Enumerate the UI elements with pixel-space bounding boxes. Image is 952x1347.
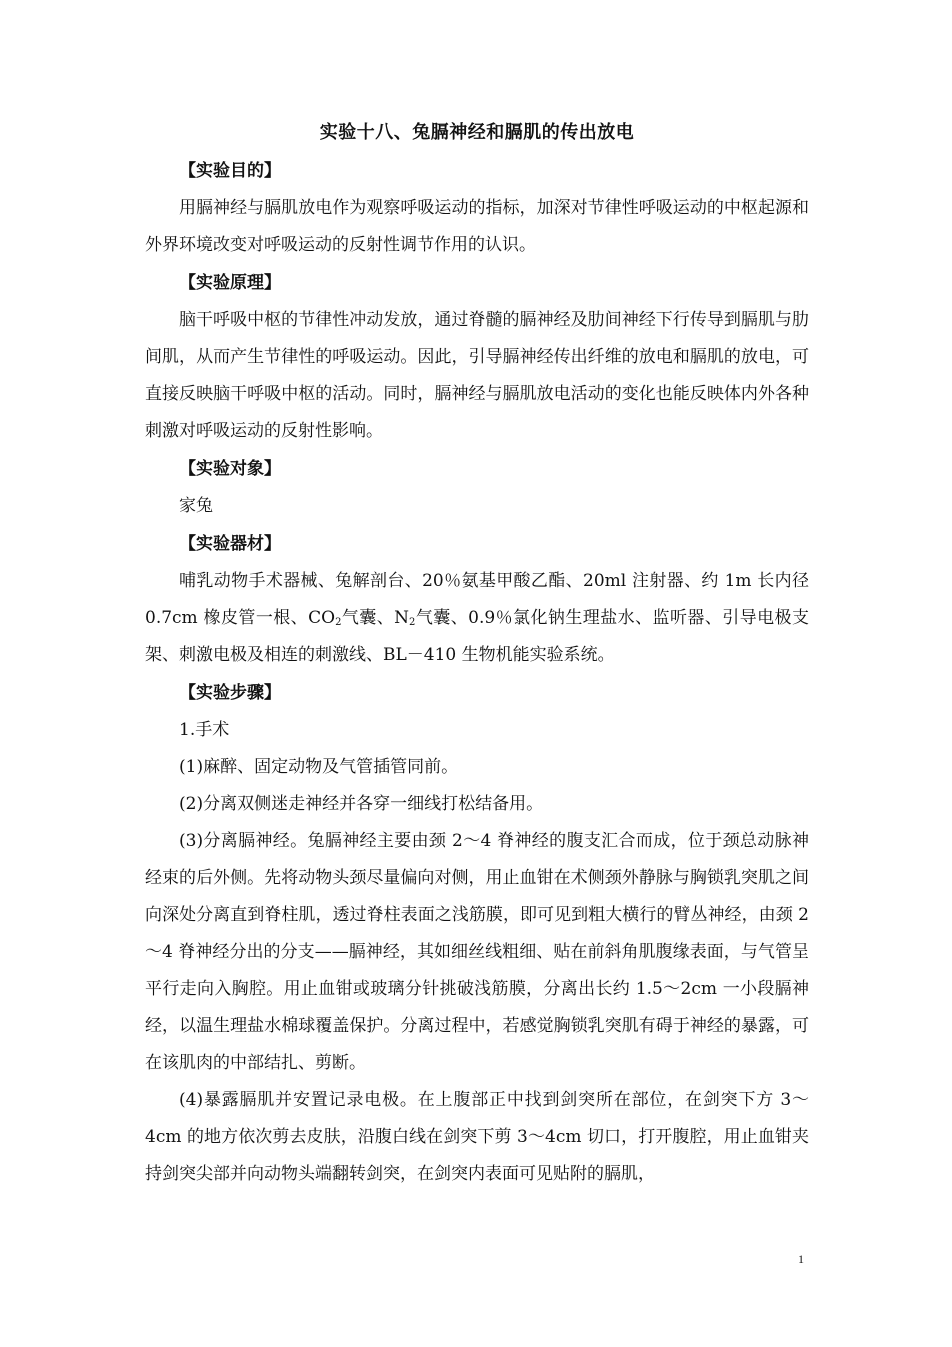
section-heading-purpose: 【实验目的】 [179,161,281,181]
subject-text: 家兔 [179,496,213,516]
equipment-text-a: 哺乳动物手术器械、兔解剖台、20％氨基甲酸乙酯、20ml 注射器、约 1m 长内径 0.7cm 橡皮管一根、CO [145,571,809,628]
procedure-substep-4: (4)暴露膈肌并安置记录电极。在上腹部正中找到剑突所在部位，在剑突下方 3～4cm 的地方依次剪去皮肤，沿腹白线在剑突下剪 3～4cm 切口，打开腹腔，用止血钳夹持剑突尖部并向动物头端翻转剑突，在剑突内表面可见贴附的膈肌， [145,1090,809,1184]
purpose-paragraph: 用膈神经与膈肌放电作为观察呼吸运动的指标，加深对节律性呼吸运动的中枢起源和外界环境改变对呼吸运动的反射性调节作用的认识。 [145,198,809,255]
procedure-substep-2: (2)分离双侧迷走神经并各穿一细线打松结备用。 [179,794,544,814]
page-number: 1 [798,1252,804,1266]
equipment-text-c: 气囊、0.9％氯化钠生理盐水、监听器、引导电极支架、刺激电极及相连的刺激线、BL－410 生物机能实验系统。 [145,608,809,665]
section-heading-equipment: 【实验器材】 [179,534,281,554]
co2-subscript: 2 [335,617,342,628]
equipment-text-b: 气囊、N [341,608,410,628]
section-heading-subject: 【实验对象】 [179,459,281,479]
section-heading-procedure: 【实验步骤】 [179,683,281,703]
document-title: 实验十八、兔膈神经和膈肌的传出放电 [319,122,635,143]
procedure-substep-3: (3)分离膈神经。兔膈神经主要由颈 2～4 脊神经的腹支汇合而成，位于颈总动脉神经束的后外侧。先将动物头颈尽量偏向对侧，用止血钳在术侧颈外静脉与胸锁乳突肌之间向深处分离直到脊柱肌，透过脊柱表面之浅筋膜，即可见到粗大横行的臂丛神经，由颈 2～4 脊神经分出的分支——膈神经，其如细丝线粗细、贴在前斜角肌腹缘表面，与气管呈平行走向入胸腔。用止血钳或玻璃分针挑破浅筋膜，分离出长约 1.5～2cm 一小段膈神经，以温生理盐水棉球覆盖保护。分离过程中，若感觉胸锁乳突肌有碍于神经的暴露，可在该肌肉的中部结扎、剪断。 [145,831,809,1073]
equipment-paragraph [145,563,809,674]
section-heading-principle: 【实验原理】 [179,273,281,293]
page-content [145,114,809,1193]
procedure-step-1: 1.手术 [179,720,230,740]
procedure-substep-1: (1)麻醉、固定动物及气管插管同前。 [179,757,459,777]
n2-subscript: 2 [409,617,416,628]
principle-paragraph: 脑干呼吸中枢的节律性冲动发放，通过脊髓的膈神经及肋间神经下行传导到膈肌与肋间肌，从而产生节律性的呼吸运动。因此，引导膈神经传出纤维的放电和膈肌的放电，可直接反映脑干呼吸中枢的活动。同时，膈神经与膈肌放电活动的变化也能反映体内外各种刺激对呼吸运动的反射性影响。 [145,310,809,441]
